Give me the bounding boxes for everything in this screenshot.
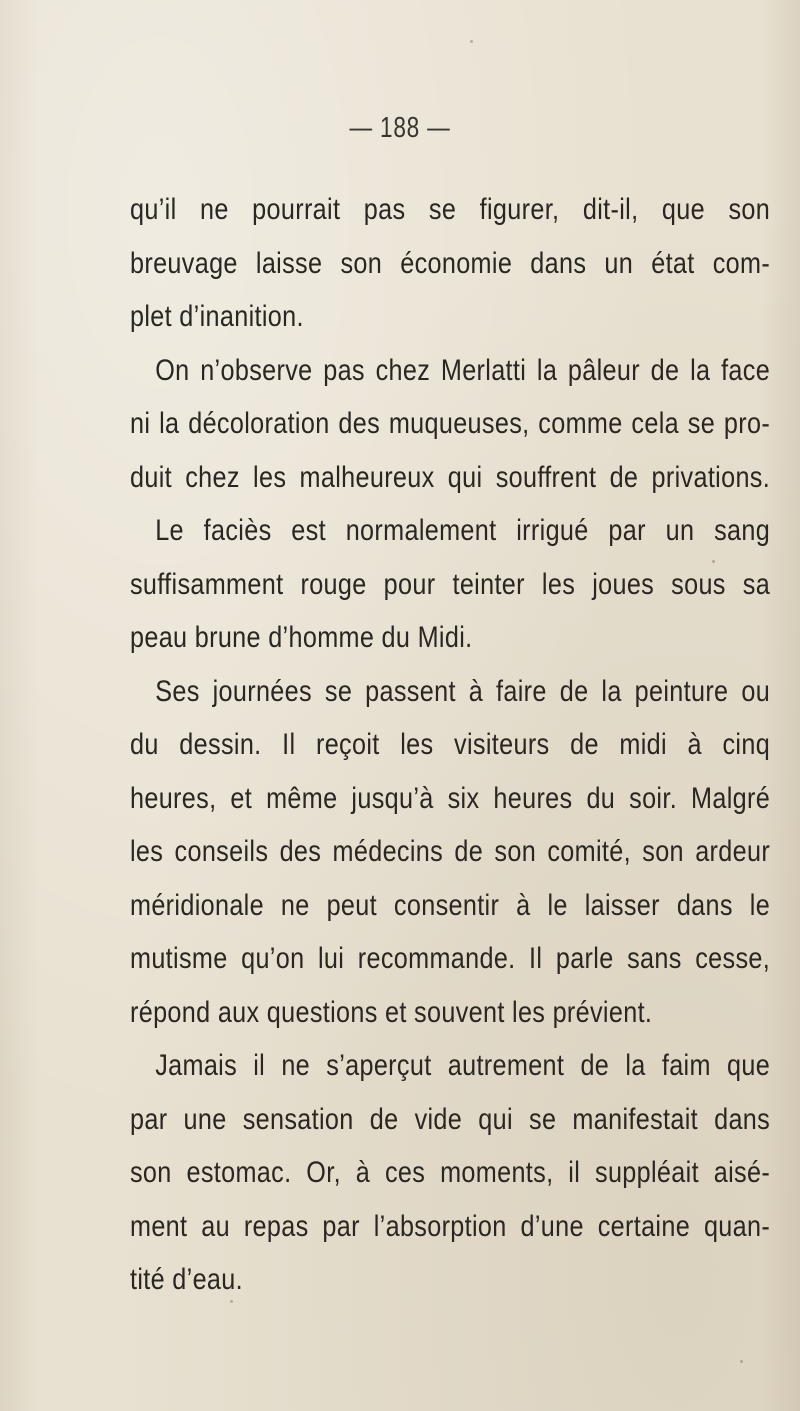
text-line: heures, et même jusqu’à six heures du soir. Malgré: [130, 781, 771, 815]
text-line: tité d’eau.: [130, 1263, 243, 1296]
text-line: ni la décoloration des muqueuses, comme cela se pro-: [130, 407, 771, 440]
paragraph-start-line: Ses journées se passent à faire de la peinture ou: [155, 674, 771, 708]
text-line: méridionale ne peut consentir à le laisser dans le: [130, 888, 771, 922]
paragraph-start-line: Jamais il ne s’aperçut autrement de la faim que: [155, 1049, 771, 1082]
text-line: duit chez les malheureux qui souffrent de privations.: [130, 460, 771, 494]
text-line: qu’il ne pourrait pas se figurer, dit-il, que son: [130, 193, 771, 226]
text-line: plet d’inanition.: [130, 300, 304, 333]
text-line: du dessin. Il reçoit les visiteurs de midi à cinq: [130, 728, 771, 761]
text-line: les conseils des médecins de son comité, son ardeur: [130, 835, 771, 868]
text-line: ment au repas par l’absorption d’une certaine quan-: [130, 1209, 771, 1243]
page-number: — 188 —: [349, 112, 451, 144]
text-line: breuvage laisse son économie dans un état com-: [130, 246, 771, 280]
text-line: par une sensation de vide qui se manifestait dans: [130, 1102, 771, 1136]
paper-speck: [740, 1360, 743, 1363]
text-line: suffisamment rouge pour teinter les joues sous sa: [130, 567, 771, 601]
text-line: mutisme qu’on lui recommande. Il parle sans cesse,: [130, 942, 771, 975]
text-line: répond aux questions et souvent les prévient.: [130, 995, 653, 1029]
paper-speck: [712, 560, 715, 563]
text-line: peau brune d’homme du Midi.: [130, 621, 473, 654]
paper-speck: [470, 40, 473, 43]
body-text: [130, 183, 770, 1307]
paper-speck: [230, 1300, 233, 1303]
paragraph-start-line: Le faciès est normalement irrigué par un sang: [155, 514, 771, 547]
paragraph-start-line: On n’observe pas chez Merlatti la pâleur de la face: [155, 353, 771, 387]
text-line: son estomac. Or, à ces moments, il suppléait aisé-: [130, 1156, 771, 1189]
